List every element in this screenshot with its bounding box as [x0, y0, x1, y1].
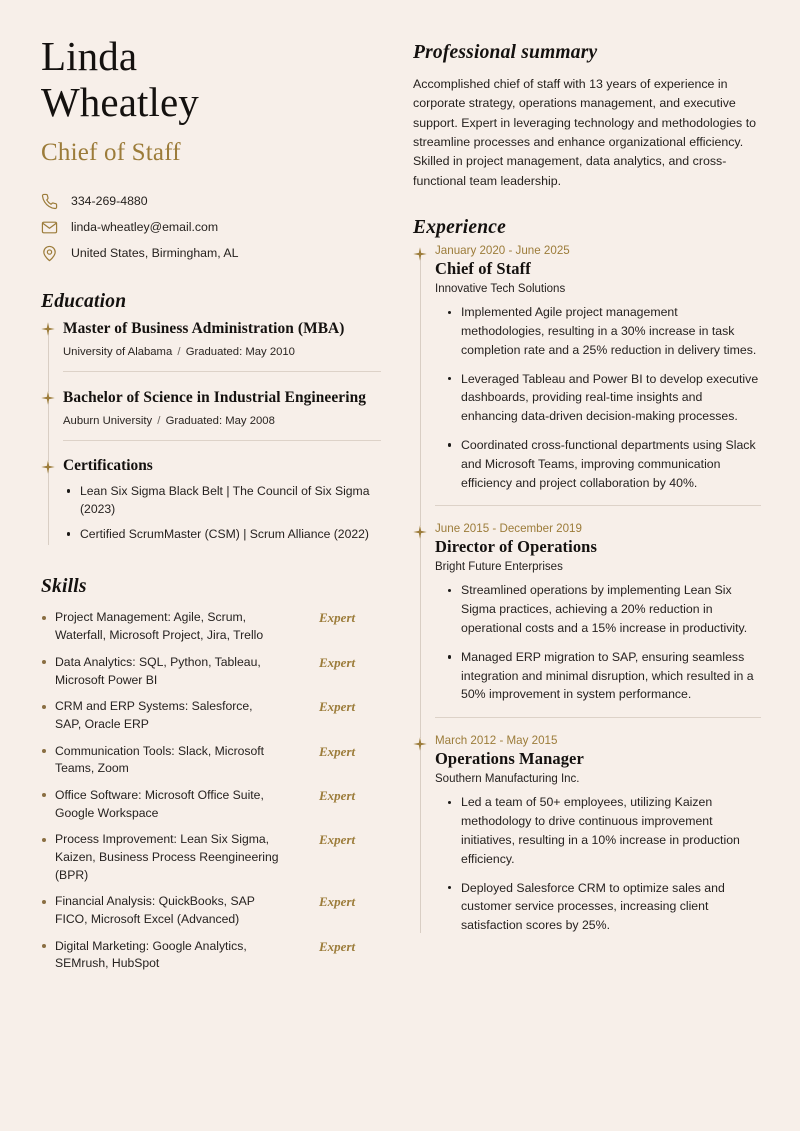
location-pin-icon [41, 245, 58, 262]
education-school: University of Alabama [63, 345, 173, 358]
contact-location[interactable] [41, 245, 381, 262]
phone-icon [41, 193, 58, 210]
experience-bullets [435, 303, 761, 492]
education-heading: Education [41, 290, 127, 312]
experience-company: Innovative Tech Solutions [435, 283, 566, 296]
skill-row [41, 831, 381, 884]
right-column [413, 34, 761, 1111]
location-value: United States, Birmingham, AL [71, 246, 239, 261]
education-separator: / [177, 345, 181, 358]
email-value: linda-wheatley@email.com [71, 220, 219, 235]
experience-date: March 2012 - May 2015 [435, 734, 558, 748]
star-marker-icon [413, 737, 427, 751]
education-school: Auburn University [63, 414, 153, 427]
experience-company: Bright Future Enterprises [435, 561, 563, 574]
skill-name: Data Analytics: SQL, Python, Tableau, Microsoft Power BI [41, 654, 279, 689]
skills-heading: Skills [41, 576, 87, 598]
list-item: Certified ScrumMaster (CSM) | Scrum Alliance (2022) [63, 525, 381, 544]
experience-date: June 2015 - December 2019 [435, 522, 582, 536]
skill-name: Digital Marketing: Google Analytics, SEMrush, HubSpot [41, 938, 279, 973]
job-title: Chief of Staff [41, 138, 181, 166]
contact-email[interactable] [41, 219, 381, 236]
list-item: Streamlined operations by implementing Lean Six Sigma practices, achieving a 20% reduction in operational costs and a 15% increase in productivity. [445, 581, 761, 637]
skill-level: Expert [319, 743, 356, 759]
star-marker-icon [413, 525, 427, 539]
divider [435, 717, 761, 718]
star-marker-icon [41, 391, 55, 405]
star-marker-icon [413, 247, 427, 261]
experience-role: Operations Manager [435, 749, 584, 769]
experience-heading: Experience [413, 217, 506, 239]
experience-date: January 2020 - June 2025 [435, 244, 570, 258]
skills-list [41, 609, 381, 973]
list-item: Implemented Agile project management methodologies, resulting in a 30% increase in task completion rate and a 25% reduction in delivery times. [445, 303, 761, 359]
education-separator: / [157, 414, 161, 427]
skill-level: Expert [319, 610, 356, 626]
education-degree: Bachelor of Science in Industrial Engineering [63, 388, 367, 406]
skill-name: CRM and ERP Systems: Salesforce, SAP, Oracle ERP [41, 698, 279, 733]
skill-row [41, 938, 381, 973]
certifications-list [63, 482, 381, 544]
envelope-icon [41, 219, 58, 236]
first-name: Linda [41, 33, 138, 79]
last-name: Wheatley [41, 78, 199, 125]
divider [63, 440, 381, 441]
skill-row [41, 609, 381, 644]
skill-row [41, 787, 381, 822]
candidate-name [41, 34, 381, 126]
skill-name: Communication Tools: Slack, Microsoft Teams, Zoom [41, 743, 279, 778]
divider [63, 371, 381, 372]
skill-row [41, 893, 381, 928]
skill-name: Process Improvement: Lean Six Sigma, Kaizen, Business Process Reengineering (BPR) [41, 831, 279, 884]
skill-row [41, 698, 381, 733]
experience-role: Chief of Staff [435, 259, 531, 279]
skill-row [41, 743, 381, 778]
certifications-item [41, 457, 381, 552]
summary-heading: Professional summary [413, 42, 598, 63]
skill-level: Expert [319, 787, 356, 803]
list-item: Leveraged Tableau and Power BI to develop executive dashboards, providing real-time insights and enhancing data-driven decision-making processes. [445, 370, 761, 426]
education-graduated: Graduated: May 2010 [185, 345, 295, 358]
education-item [41, 319, 381, 388]
experience-item [413, 244, 761, 522]
list-item: Deployed Salesforce CRM to optimize sales and customer service processes, increasing client satisfaction scores by 25%. [445, 879, 761, 935]
experience-bullets [435, 581, 761, 704]
education-item [41, 388, 381, 457]
experience-item [413, 734, 761, 939]
divider [435, 505, 761, 506]
summary-text: Accomplished chief of staff with 13 years of experience in corporate strategy, operations management, and executive support. Expert in leveraging technology and methodologies to streamline processes and enhance organizational efficiency. Skilled in project management, data analytics, and cross-functional team leadership. [413, 77, 757, 188]
skill-level: Expert [319, 832, 356, 848]
experience-role: Director of Operations [435, 537, 597, 557]
left-column [41, 34, 381, 1111]
star-marker-icon [41, 460, 55, 474]
education-timeline [41, 319, 381, 552]
contact-phone[interactable] [41, 193, 381, 210]
skill-level: Expert [319, 894, 356, 910]
list-item: Managed ERP migration to SAP, ensuring seamless integration and minimal disruption, which resulted in a 50% improvement in system performance. [445, 648, 761, 704]
contact-list [41, 193, 381, 262]
education-meta [63, 415, 381, 427]
skill-level: Expert [319, 938, 356, 954]
list-item: Led a team of 50+ employees, utilizing Kaizen methodology to drive continuous improvement initiatives, resulting in a 10% increase in production efficiency. [445, 793, 761, 868]
star-marker-icon [41, 322, 55, 336]
experience-company: Southern Manufacturing Inc. [435, 773, 580, 786]
skill-level: Expert [319, 699, 356, 715]
list-item: Lean Six Sigma Black Belt | The Council of Six Sigma (2023) [63, 482, 381, 519]
experience-timeline [413, 244, 761, 939]
skill-row [41, 654, 381, 689]
skill-level: Expert [319, 654, 356, 670]
certifications-heading: Certifications [63, 456, 153, 474]
skill-name: Office Software: Microsoft Office Suite, Google Workspace [41, 787, 279, 822]
experience-item [413, 522, 761, 734]
list-item: Coordinated cross-functional departments using Slack and Microsoft Teams, improving communication efficiency and project collaboration by 40%. [445, 436, 761, 492]
skill-name: Project Management: Agile, Scrum, Waterfall, Microsoft Project, Jira, Trello [41, 609, 279, 644]
phone-value: 334-269-4880 [71, 194, 148, 209]
skill-name: Financial Analysis: QuickBooks, SAP FICO, Microsoft Excel (Advanced) [41, 893, 279, 928]
education-degree: Master of Business Administration (MBA) [63, 319, 345, 337]
experience-bullets [435, 793, 761, 935]
education-graduated: Graduated: May 2008 [165, 414, 275, 427]
education-meta [63, 346, 381, 358]
